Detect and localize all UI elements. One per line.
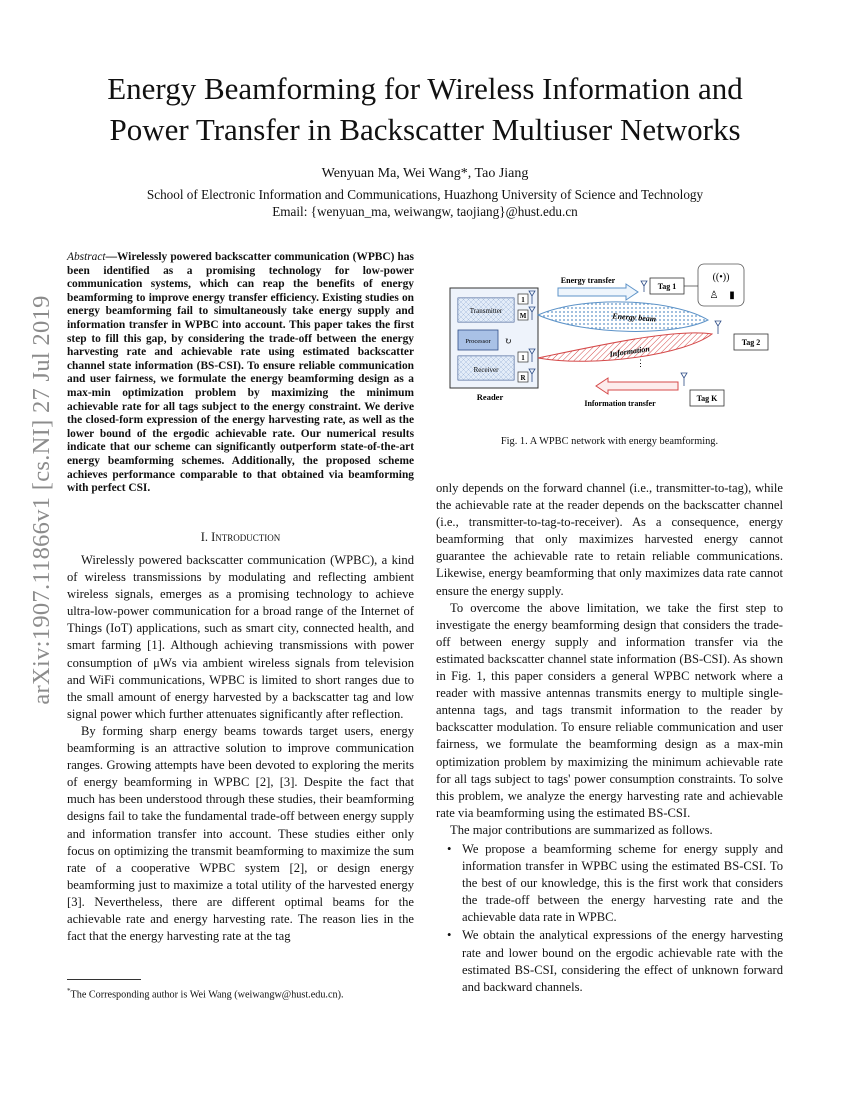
abstract-label: Abstract <box>67 251 106 263</box>
abstract-text: —Wirelessly powered backscatter communication (WPBC) has been identified as a promising technology for low-power communication systems, which can reap the benefits of energy beamforming to improve energy transfer efficiency. Existing studies on energy beamforming fail to simultaneously take energy supply and information transfer in WPBC into account. This paper takes the first step to fill this gap, by considering the trade-off between the energy harvesting rate and achievable rate using estimated backscatter channel state information (BS-CSI). To ensure reliable communication and user fairness, we formulate the energy beamforming design as a max-min optimization problem by maximizing the minimum achievable rate for all tags subject to the energy constraint. We derive the closed-form expression of the energy harvesting rate, as well as the lower bound of the ergodic achievable rate. Our numerical results indicate that our scheme can significantly outperform state-of-the-art energy beamforming schemes. Additionally, the proposed scheme achieves performance comparable to that obtained via beamforming with perfect CSI. <box>67 251 414 495</box>
transmitter-label: Transmitter <box>469 307 503 315</box>
title-line-1: Energy Beamforming for Wireless Information and <box>107 71 743 106</box>
footnote-mark: * <box>67 987 71 995</box>
energy-beam-label: Energy beam <box>612 311 657 324</box>
intro-paragraph-1: Wirelessly powered backscatter communication (WPBC), a kind of wireless transmissions by modulating and reflecting ambient wireless signals, emerges as a promising technology to achieve ultra-low-power communication for a broad range of the Internet of Things (IoT) applications, such as smart city, connected health, and smart farming [1]. Although achieving transmissions with power consumption of μWs via ambient wireless signals from television and WiFi communications, WPBC is limited to short ranges due to the small amount of energy harvested by a backscatter tag and low signal power which further attenuates significantly after reflection. <box>67 553 414 721</box>
contributions-list <box>436 841 783 996</box>
section-heading-introduction: I. Introduction <box>200 530 281 544</box>
right-paragraph-2: To overcome the above limitation, we take the first step to investigate the energy beamforming design that considers the trade-off between energy supply and information transfer via the estimated backscatter channel state information (BS-CSI). As shown in Fig. 1, this paper considers a general WPBC network where a reader with massive antennas transmits energy to multiple single-antenna tags, and tags transmit information to the reader by backscatter modulation. To ensure reliable communication and user fairness, we formulate the beamforming design as a max-min optimization problem by maximizing the minimum achievable rate for all tags subject to tags' power consumption constraints. To solve this problem, we analyze the energy harvesting rate and achievable rate via beamforming using the estimated BS-CSI. <box>436 600 783 820</box>
receiver-label: Receiver <box>473 366 499 374</box>
vertical-dots: ⋮ <box>636 358 645 368</box>
arxiv-stamp-text: arXiv:1907.11866v1 [cs.NI] 27 Jul 2019 <box>28 295 55 705</box>
arxiv-stamp <box>22 295 62 705</box>
figure-caption: Fig. 1. A WPBC network with energy beamforming. <box>500 436 719 447</box>
abstract <box>67 251 414 496</box>
information-label: Information <box>608 344 651 359</box>
port-m: M <box>519 312 527 320</box>
paper-title <box>50 68 800 150</box>
intro-left-column <box>67 552 414 945</box>
information-transfer-label: Information transfer <box>584 399 656 408</box>
reader-label: Reader <box>476 392 504 402</box>
wifi-icon: ((•)) <box>712 272 730 283</box>
affiliation: School of Electronic Information and Communications, Huazhong University of Science and Technology <box>146 187 704 202</box>
email: Email: {wenyuan_ma, weiwangw, taojiang}@hust.edu.cn <box>272 204 578 219</box>
tag-1-label: Tag 1 <box>657 282 677 291</box>
title-line-2: Power Transfer in Backscatter Multiuser Networks <box>109 112 741 147</box>
port-r: R <box>520 374 526 382</box>
right-paragraph-3: The major contributions are summarized as follows. <box>450 822 713 837</box>
footnote-text: The Corresponding author is Wei Wang (weiwangw@hust.edu.cn). <box>70 989 344 1001</box>
processor-loop-icon: ↻ <box>504 336 512 346</box>
iot-devices-panel <box>698 264 744 306</box>
person-icon: ♙ <box>709 290 719 301</box>
information-transfer-arrow <box>596 378 678 394</box>
footnote <box>67 987 414 1000</box>
port-1-top: 1 <box>521 296 525 304</box>
intro-paragraph-2: By forming sharp energy beams towards target users, energy beamforming is an attractive solution to improve communication ranges. Growing attempts have been devoted to exploring the merits of energy beamforming in WPBC [2], [3]. Despite the fact that much has been understood through these studies, their beamforming designs fail to take the fundamental trade-off between energy supply and information transfer into account. These studies either only focus on optimizing the transmit beamforming to maximize the sum rate of a cooperative WPBC system [2], or design energy beamforming just to maximize a total utility of the harvested energy [3]. Nevertheless, there are different optimal beams for the achievable rate and energy harvesting rate. The reason lies in the fact that the energy harvesting rate at the tag <box>67 723 414 944</box>
processor-label: Processor <box>465 338 491 345</box>
port-1-bottom: 1 <box>521 354 525 362</box>
authors: Wenyuan Ma, Wei Wang*, Tao Jiang <box>321 166 529 181</box>
figure-wpbc-network <box>446 262 776 420</box>
right-paragraph-1: only depends on the forward channel (i.e., transmitter-to-tag), while the achievable rate at the reader depends on the backscatter channel (i.e., transmitter-to-tag-to-receiver). As a consequence, energy beamforming that only maximizes harvested energy cannot guarantee the achievable rate to retain reliable communications. Likewise, energy beamforming that only maximizes data rate cannot ensure the energy supply. <box>436 481 783 598</box>
energy-transfer-arrow <box>558 284 638 300</box>
contribution-item: • We propose a beamforming scheme for energy supply and information transfer in WPBC using the estimated BS-CSI. To the best of our knowledge, this is the first work that considers the trade-off between the energy harvesting rate and the achievable data rate in WPBC. <box>462 841 783 926</box>
intro-right-column <box>436 480 783 997</box>
energy-transfer-label: Energy transfer <box>560 276 616 285</box>
tag-k-label: Tag K <box>696 394 718 403</box>
footnote-rule <box>67 979 141 980</box>
contribution-item: • We obtain the analytical expressions of the energy harvesting rate and lower bound on the ergodic achievable rate with the estimated BS-CSI, considering the effect of unknown forward and backward channels. <box>462 927 783 995</box>
tag-2-label: Tag 2 <box>741 338 761 347</box>
thermometer-icon: ▮ <box>729 290 735 301</box>
